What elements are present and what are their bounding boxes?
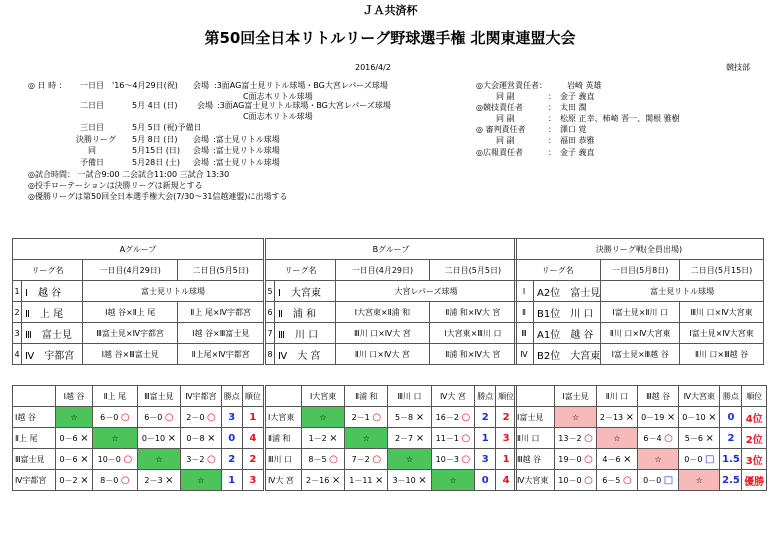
match-day2: Ⅱ川 口×Ⅲ越 谷: [680, 344, 764, 365]
score-cell: [137, 470, 181, 491]
result-mark: ×: [80, 432, 89, 444]
result-mark: ×: [415, 411, 425, 423]
score-cell: [55, 428, 92, 449]
schedule-date: 5月28日 (土): [132, 158, 181, 167]
schedule-venue: :富士見リトル球場: [213, 158, 280, 167]
score-cell: [93, 407, 137, 428]
points-cell: 2: [221, 449, 242, 470]
score-cell: [596, 470, 637, 491]
score-cell: ☆: [55, 407, 92, 428]
schedule-date: 5月15日 (日): [132, 146, 181, 155]
score-text: 0－10: [141, 433, 168, 443]
match-day1: Ⅰ富士見×Ⅲ越 谷: [601, 344, 680, 365]
match-day1: Ⅲ川 口×Ⅳ大 宮: [336, 323, 430, 344]
score-text: 19－0: [558, 454, 585, 464]
match-day2: Ⅰ富士見×Ⅳ大宮東: [680, 323, 764, 344]
group-name: Aグループ: [13, 239, 264, 260]
score-text: 2－7: [394, 433, 416, 443]
score-text: 6－0: [144, 412, 165, 422]
result-mark: ×: [375, 474, 384, 486]
result-mark: ○: [123, 453, 133, 465]
result-col-header: Ⅰ越 谷: [55, 386, 92, 407]
score-text: 0－8: [186, 433, 208, 443]
col-day2: 二日目(5月5日): [429, 260, 516, 281]
result-col-header: Ⅳ大 宮: [431, 386, 475, 407]
official-name: ： 金子 義直: [548, 148, 595, 157]
score-text: 16－2: [435, 412, 462, 422]
schedule-day: 二日目: [80, 101, 104, 110]
result-table: [12, 385, 264, 491]
score-cell: [388, 428, 431, 449]
group-name: Bグループ: [266, 239, 517, 260]
row-team: Ⅰ 越 谷: [22, 281, 83, 302]
result-mark: □: [705, 453, 715, 465]
corner-cell: [13, 386, 56, 407]
schedule-venue: :富士見リトル球場: [213, 135, 280, 144]
official-role: 同 副: [496, 92, 515, 101]
schedule-day: 予備日: [80, 158, 104, 167]
match-day2: Ⅰ大宮東×Ⅲ川 口: [429, 323, 516, 344]
result-mark: ×: [165, 474, 174, 486]
result-col-header: Ⅰ大宮東: [302, 386, 345, 407]
points-cell: 2.5: [720, 470, 742, 491]
score-text: 0－6: [59, 433, 81, 443]
result-mark: ×: [415, 432, 425, 444]
schedule-label: ◎ 日 時 ：: [28, 81, 67, 90]
match-day1: Ⅱ川 口×Ⅳ大宮東: [601, 323, 680, 344]
result-table: [265, 385, 517, 491]
row-team: Ⅳ 宇都宮: [22, 344, 83, 365]
result-col-header: Ⅱ浦 和: [345, 386, 388, 407]
row-team: B2位 大宮東: [534, 344, 601, 365]
score-text: 10－0: [558, 475, 585, 485]
score-text: 2－1: [351, 412, 373, 422]
venue-cell: 富士見リトル球場: [83, 281, 264, 302]
result-mark: ×: [331, 474, 341, 486]
score-text: 1－11: [349, 475, 376, 485]
score-cell: [302, 470, 345, 491]
score-cell: [55, 449, 92, 470]
score-cell: [679, 407, 720, 428]
score-text: 3－10: [392, 475, 419, 485]
group-table: [12, 238, 264, 365]
row-no: Ⅰ: [515, 281, 534, 302]
official-name: 岩崎 英雄: [567, 81, 602, 90]
result-mark: ○: [120, 411, 130, 423]
group-name: 決勝リーグ戦(全員出場): [515, 239, 764, 260]
result-row-team: Ⅰ越 谷: [13, 407, 56, 428]
score-text: 2－16: [306, 475, 332, 485]
match-day2: Ⅱ上尾×Ⅳ宇都宮: [178, 344, 264, 365]
score-cell: [55, 470, 92, 491]
row-no: Ⅲ: [515, 323, 534, 344]
row-team: B1位 川 口: [534, 302, 601, 323]
score-text: 7－2: [351, 454, 373, 464]
rank-cell: 1: [242, 407, 263, 428]
venue-cell: 大宮レパーズ球場: [336, 281, 517, 302]
score-text: 3－2: [186, 454, 207, 464]
result-mark: ○: [206, 453, 216, 465]
official-role: 同 副: [496, 114, 515, 123]
score-text: 0－6: [59, 454, 81, 464]
row-team: Ⅱ 上 尾: [22, 302, 83, 323]
score-cell: [388, 407, 431, 428]
score-text: 11－1: [435, 433, 462, 443]
score-cell: ☆: [302, 407, 345, 428]
rank-cell: 3位: [742, 449, 767, 470]
score-cell: ☆: [431, 470, 475, 491]
score-text: 8－5: [308, 454, 330, 464]
result-mark: □: [663, 474, 674, 486]
result-col-header: 順位: [242, 386, 263, 407]
row-no: 1: [13, 281, 22, 302]
row-team: Ⅰ 大宮東: [275, 281, 336, 302]
score-cell: [137, 407, 181, 428]
row-team: Ⅳ 大 宮: [275, 344, 336, 365]
result-mark: ○: [461, 453, 471, 465]
result-col-header: Ⅲ越 谷: [638, 386, 679, 407]
result-col-header: Ⅰ富士見: [555, 386, 597, 407]
official-name: ： 澤口 覚: [548, 125, 587, 134]
row-no: 3: [13, 323, 22, 344]
rank-cell: 2: [242, 449, 263, 470]
points-cell: 0: [221, 428, 242, 449]
score-text: 5－8: [394, 412, 416, 422]
schedule-date: 5月 5日 (祝)予備日: [132, 123, 202, 132]
result-mark: ○: [584, 474, 593, 486]
official-role: ◎大会運営責任者：: [476, 81, 547, 90]
score-cell: [596, 449, 637, 470]
score-cell: [431, 407, 475, 428]
result-row-team: Ⅰ富士見: [515, 407, 555, 428]
score-text: 1－2: [308, 433, 330, 443]
rank-cell: 4: [242, 428, 263, 449]
row-no: 7: [266, 323, 275, 344]
schedule-day: 決勝リーグ: [76, 135, 116, 144]
score-cell: [93, 470, 137, 491]
match-day1: Ⅰ富士見×Ⅱ川 口: [601, 302, 680, 323]
result-row-team: Ⅳ宇都宮: [13, 470, 56, 491]
score-cell: [638, 470, 679, 491]
score-cell: [345, 470, 388, 491]
result-mark: ○: [372, 411, 382, 423]
match-day2: Ⅱ上 尾×Ⅳ宇都宮: [178, 302, 264, 323]
result-mark: ×: [625, 411, 635, 423]
venue-cell: 富士見リトル球場: [601, 281, 764, 302]
row-no: Ⅱ: [515, 302, 534, 323]
result-row-team: Ⅲ川 口: [266, 449, 302, 470]
corner-cell: [515, 386, 555, 407]
row-no: 8: [266, 344, 275, 365]
col-league: リーグ名: [515, 260, 601, 281]
result-col-header: 勝点: [221, 386, 242, 407]
score-cell: [345, 407, 388, 428]
schedule-date: '16～4月29日(祝): [112, 81, 178, 90]
result-mark: ×: [705, 432, 714, 444]
row-team: Ⅲ 川 口: [275, 323, 336, 344]
score-text: 10－3: [435, 454, 462, 464]
schedule-venue-label: 会場: [197, 101, 213, 110]
result-mark: ○: [206, 411, 216, 423]
schedule-note: ◎優勝リーグは第50回全日本選手権大会(7/30～31信越連盟)に出場する: [28, 192, 288, 201]
group-table: [514, 238, 764, 365]
score-cell: [638, 407, 679, 428]
row-team: Ⅱ 浦 和: [275, 302, 336, 323]
row-no: Ⅳ: [515, 344, 534, 365]
group-table: [265, 238, 517, 365]
result-table: [514, 385, 767, 491]
score-text: 2－0: [186, 412, 207, 422]
sponsor-title: ＪＡ共済杯: [362, 4, 418, 17]
schedule-date: 5月 8日 (日): [132, 135, 178, 144]
points-cell: 1: [221, 470, 242, 491]
result-col-header: Ⅱ川 口: [596, 386, 637, 407]
schedule-venue: :富士見リトル球場: [213, 146, 280, 155]
col-day1: 一日目(4月29日): [83, 260, 178, 281]
score-cell: [181, 407, 221, 428]
score-text: 6－0: [100, 412, 121, 422]
score-cell: [388, 470, 431, 491]
score-cell: ☆: [638, 449, 679, 470]
score-text: 0－0: [643, 475, 664, 485]
schedule-venue: :3面AG富士見リトル球場・BG大宮レパーズ球場: [217, 101, 391, 110]
match-day2: Ⅱ浦 和×Ⅳ大 宮: [429, 302, 516, 323]
result-mark: ×: [329, 432, 338, 444]
schedule-venue-sub: C面志木リトル球場: [243, 112, 313, 121]
result-mark: ×: [80, 474, 89, 486]
score-cell: [555, 449, 597, 470]
match-day1: Ⅲ富士見×Ⅳ宇都宮: [83, 323, 178, 344]
result-mark: ○: [329, 453, 338, 465]
result-mark: ○: [664, 432, 673, 444]
score-cell: [555, 470, 597, 491]
score-cell: [93, 449, 137, 470]
result-col-header: 順位: [496, 386, 517, 407]
official-role: ◎競技責任者: [476, 103, 523, 112]
points-cell: 2: [720, 428, 742, 449]
schedule-venue-sub: C面志木リトル球場: [243, 92, 313, 101]
rank-cell: 2位: [742, 428, 767, 449]
official-role: ◎ 審判責任者: [476, 125, 526, 134]
result-col-header: Ⅲ川 口: [388, 386, 431, 407]
result-col-header: Ⅲ富士見: [137, 386, 181, 407]
score-cell: ☆: [137, 449, 181, 470]
schedule-venue-label: 会場: [193, 158, 209, 167]
document-date: 2016/4/2: [355, 63, 391, 72]
col-league: リーグ名: [13, 260, 83, 281]
row-team: A2位 富士見: [534, 281, 601, 302]
official-role: 同 副: [496, 136, 515, 145]
rank-cell: 3: [242, 470, 263, 491]
score-text: 0－19: [641, 412, 667, 422]
score-cell: [679, 449, 720, 470]
score-cell: [431, 449, 475, 470]
score-cell: [431, 428, 475, 449]
score-text: 5－6: [684, 433, 706, 443]
match-day1: Ⅰ大宮東×Ⅱ浦 和: [336, 302, 430, 323]
score-text: 0－10: [682, 412, 709, 422]
row-no: 5: [266, 281, 275, 302]
schedule-note: ◎試合時間： 一試合9:00 二会試合11:00 三試合 13:30: [28, 170, 230, 179]
result-row-team: Ⅳ大 宮: [266, 470, 302, 491]
match-day2: Ⅲ川 口×Ⅳ大宮東: [680, 302, 764, 323]
schedule-venue-label: 会場: [193, 146, 209, 155]
col-league: リーグ名: [266, 260, 336, 281]
rank-cell: 1: [496, 449, 517, 470]
schedule-day: 一日目: [80, 81, 104, 90]
result-row-team: Ⅱ上 尾: [13, 428, 56, 449]
result-mark: ○: [461, 411, 471, 423]
result-mark: ○: [584, 432, 593, 444]
official-name: ： 太田 潤: [548, 103, 587, 112]
score-cell: ☆: [388, 449, 431, 470]
score-cell: ☆: [679, 470, 720, 491]
result-mark: ×: [666, 411, 676, 423]
rank-cell: 2: [496, 407, 517, 428]
schedule-date: 5月 4日 (日): [132, 101, 178, 110]
row-no: 2: [13, 302, 22, 323]
score-cell: ☆: [181, 470, 221, 491]
result-mark: ×: [167, 432, 177, 444]
score-cell: [181, 428, 221, 449]
result-mark: ○: [372, 453, 382, 465]
result-row-team: Ⅱ浦 和: [266, 428, 302, 449]
result-mark: ○: [622, 474, 632, 486]
score-cell: [302, 428, 345, 449]
points-cell: 3: [221, 407, 242, 428]
match-day1: Ⅱ川 口×Ⅳ大 宮: [336, 344, 430, 365]
match-day2: Ⅰ越 谷×Ⅲ富士見: [178, 323, 264, 344]
score-cell: ☆: [596, 428, 637, 449]
schedule-venue-label: 会場: [193, 135, 209, 144]
rank-cell: 4位: [742, 407, 767, 428]
col-day2: 二日目(5月15日): [680, 260, 764, 281]
score-cell: [596, 407, 637, 428]
match-day1: Ⅰ越 谷×Ⅲ富士見: [83, 344, 178, 365]
result-row-team: Ⅲ越 谷: [515, 449, 555, 470]
score-cell: [679, 428, 720, 449]
row-no: 6: [266, 302, 275, 323]
score-text: 6－5: [602, 475, 623, 485]
col-day2: 二日目(5月5日): [178, 260, 264, 281]
rank-cell: 4: [496, 470, 517, 491]
result-row-team: Ⅰ大宮東: [266, 407, 302, 428]
result-mark: ×: [708, 411, 717, 423]
points-cell: 1: [475, 428, 496, 449]
result-col-header: Ⅳ宇都宮: [181, 386, 221, 407]
score-text: 6－4: [643, 433, 665, 443]
result-mark: ○: [164, 411, 174, 423]
result-mark: ○: [120, 474, 130, 486]
score-cell: [302, 449, 345, 470]
row-no: 4: [13, 344, 22, 365]
score-cell: [345, 449, 388, 470]
row-team: Ⅲ 富士見: [22, 323, 83, 344]
result-mark: ○: [461, 432, 471, 444]
score-cell: [181, 449, 221, 470]
score-cell: ☆: [93, 428, 137, 449]
result-col-header: Ⅳ大宮東: [679, 386, 720, 407]
department: 競技部: [726, 63, 750, 72]
official-name: ： 福田 恭雅: [548, 136, 595, 145]
result-row-team: Ⅱ川 口: [515, 428, 555, 449]
score-cell: ☆: [555, 407, 597, 428]
schedule-venue: :3面AG富士見リトル球場・BG大宮レパーズ球場: [214, 81, 388, 90]
official-name: ： 松原 正幸、柿崎 晋一、関根 雅樹: [548, 114, 680, 123]
score-text: 0－2: [59, 475, 81, 485]
match-day1: Ⅰ越 谷×Ⅱ上 尾: [83, 302, 178, 323]
points-cell: 2: [475, 407, 496, 428]
page-title: 第50回全日本リトルリーグ野球選手権 北関東連盟大会: [204, 29, 576, 47]
score-text: 0－0: [684, 454, 705, 464]
corner-cell: [266, 386, 302, 407]
result-row-team: Ⅳ大宮東: [515, 470, 555, 491]
score-text: 13－2: [558, 433, 585, 443]
rank-cell: 3: [496, 428, 517, 449]
row-team: A1位 越 谷: [534, 323, 601, 344]
score-text: 2－13: [599, 412, 626, 422]
score-cell: [555, 428, 597, 449]
score-cell: [638, 428, 679, 449]
result-mark: ×: [207, 432, 216, 444]
rank-cell: 優勝: [742, 470, 767, 491]
schedule-note: ◎投手ローテーションは決勝リーグは新規とする: [28, 181, 203, 190]
points-cell: 0: [720, 407, 742, 428]
official-role: ◎広報責任者: [476, 148, 523, 157]
result-mark: ○: [584, 453, 593, 465]
result-col-header: 勝点: [475, 386, 496, 407]
result-col-header: Ⅱ上 尾: [93, 386, 137, 407]
official-name: ： 金子 義直: [548, 92, 595, 101]
result-mark: ×: [80, 453, 89, 465]
result-mark: ×: [418, 474, 427, 486]
points-cell: 1.5: [720, 449, 742, 470]
score-text: 4－6: [602, 454, 624, 464]
schedule-day: 三日目: [80, 123, 104, 132]
score-cell: [137, 428, 181, 449]
schedule-day: 同: [88, 146, 96, 155]
result-mark: ×: [623, 453, 632, 465]
points-cell: 3: [475, 449, 496, 470]
col-day1: 一日目(5月8日): [601, 260, 680, 281]
result-col-header: 順位: [742, 386, 767, 407]
score-text: 10－0: [97, 454, 124, 464]
result-col-header: 勝点: [720, 386, 742, 407]
points-cell: 0: [475, 470, 496, 491]
score-cell: ☆: [345, 428, 388, 449]
score-text: 8－0: [100, 475, 121, 485]
schedule-venue-label: 会場: [193, 81, 209, 90]
result-row-team: Ⅲ富士見: [13, 449, 56, 470]
score-text: 2－3: [144, 475, 166, 485]
match-day2: Ⅱ浦 和×Ⅳ大 宮: [429, 344, 516, 365]
col-day1: 一日目(4月29日): [336, 260, 430, 281]
